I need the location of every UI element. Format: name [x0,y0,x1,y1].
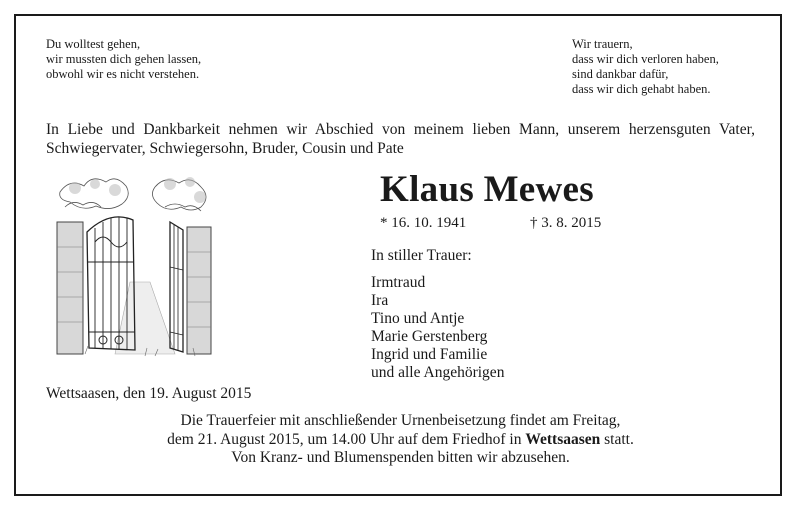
mourners-block [371,247,504,382]
mourner-name: Tino und Antje [371,310,465,327]
mourner-name: Ingrid und Familie [371,346,488,363]
mourners-heading: In stiller Trauer: [371,247,472,264]
intro-text: In Liebe und Dankbarkeit nehmen wir Abschied von meinem lieben Mann, unserem herzensguten Vater, Schwiegervater, Schwiegersohn, Bruder, Cousin und Pate [46,121,755,157]
notice-line [46,431,755,450]
notice-line-text: statt. [600,430,634,448]
mourner-name: und alle Angehörigen [371,364,505,381]
mourner-name: Irmtraud [371,274,426,291]
poem-right-line: dass wir dich gehabt haben. [572,82,711,96]
notice-line: Die Trauerfeier mit anschließender Urnenbeisetzung findet am Freitag, [180,412,621,429]
garden-gate-illustration [55,172,215,362]
poem-right [572,37,719,97]
mourner-name: Marie Gerstenberg [371,328,488,345]
mourner-name: Ira [371,292,389,309]
poem-right-line: dass wir dich verloren haben, [572,52,719,66]
poem-left-line: Du wolltest gehen, [46,37,141,51]
poem-left [46,37,201,82]
poem-left-line: obwohl wir es nicht verstehen. [46,67,200,81]
funeral-notice [46,412,755,468]
poem-left-line: wir mussten dich gehen lassen, [46,52,202,66]
notice-line-text: dem 21. August 2015, um 14.00 Uhr auf dem Friedhof in [167,430,526,448]
birth-date: * 16. 10. 1941 [380,215,467,231]
poem-right-line: Wir trauern, [572,37,633,51]
cemetery-location: Wettsaasen [525,430,601,448]
death-date: † 3. 8. 2015 [530,215,602,231]
notice-line: Von Kranz- und Blumenspenden bitten wir abzusehen. [231,449,570,466]
deceased-name: Klaus Mewes [380,169,594,210]
place-date: Wettsaasen, den 19. August 2015 [46,385,252,402]
poem-right-line: sind dankbar dafür, [572,67,669,81]
